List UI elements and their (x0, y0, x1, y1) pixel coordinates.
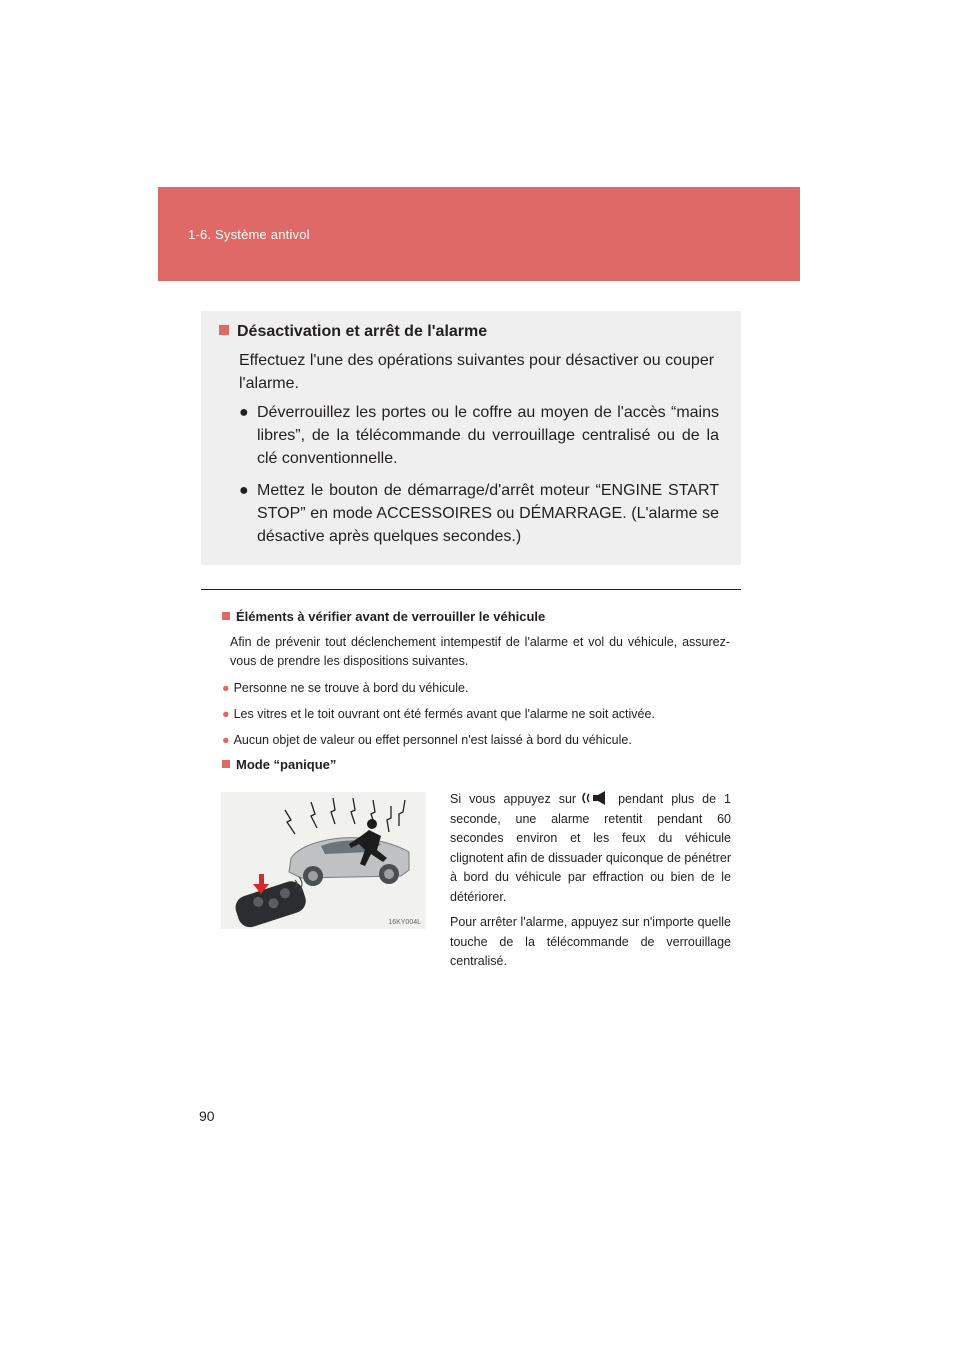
circle-bullet-icon: ● (222, 681, 230, 695)
section-title: 1-6. Système antivol (188, 227, 310, 242)
panic-illustration (221, 792, 426, 929)
header-band (158, 187, 800, 281)
panic-button-icon (579, 791, 615, 805)
square-bullet-icon (222, 760, 230, 768)
box-bullet-1: ● Déverrouillez les portes ou le coffre au moyen de l'accès “mains libres”, de la télécommande du verrouillage centralisé ou de la clé conventionnelle. (239, 401, 719, 470)
check-bullet-3: ● Aucun objet de valeur ou effet personnel n'est laissé à bord du véhicule. (222, 733, 632, 747)
panic-paragraph: Si vous appuyez sur pendant plus de 1 seconde, une alarme retentit pendant 60 secondes environ et les feux du véhicule clignotent afin de dissuader quiconque de pénétrer à bord du véhicule par effraction ou bien de le détériorer. (450, 792, 732, 904)
circle-bullet-icon: ● (239, 482, 249, 499)
square-bullet-icon (219, 325, 229, 335)
panic-stop-paragraph: Pour arrêter l'alarme, appuyez sur n'importe quelle touche de la télécommande de verrouillage centralisé. (450, 915, 731, 968)
circle-bullet-icon: ● (239, 404, 249, 421)
check-bullet-2: ● Les vitres et le toit ouvrant ont été fermés avant que l'alarme ne soit activée. (222, 707, 655, 721)
car-alarm-illustration (221, 792, 426, 929)
circle-bullet-icon: ● (222, 707, 230, 721)
check-bullet-1: ● Personne ne se trouve à bord du véhicule. (222, 681, 469, 695)
panic-description (450, 790, 731, 978)
info-box (201, 311, 741, 565)
check-heading: Éléments à vérifier avant de verrouiller le véhicule (222, 609, 545, 624)
box-intro: Effectuez l'une des opérations suivantes pour désactiver ou couper l'alarme. (239, 352, 715, 392)
page-number: 90 (199, 1108, 215, 1124)
panic-heading: Mode “panique” (222, 757, 336, 772)
box-bullet-2: ● Mettez le bouton de démarrage/d'arrêt moteur “ENGINE START STOP” en mode ACCESSOIRES ou DÉMARRAGE. (L'alarme se désactive après quelques secondes.) (239, 479, 719, 548)
divider (201, 589, 741, 590)
circle-bullet-icon: ● (222, 733, 230, 747)
square-bullet-icon (222, 612, 230, 620)
figure-code: 16KY004L (388, 919, 421, 926)
check-paragraph: Afin de prévenir tout déclenchement intempestif de l'alarme et vol du véhicule, assurez-vous de prendre les dispositions suivantes. (230, 635, 730, 668)
box-heading: Désactivation et arrêt de l'alarme (219, 323, 487, 341)
